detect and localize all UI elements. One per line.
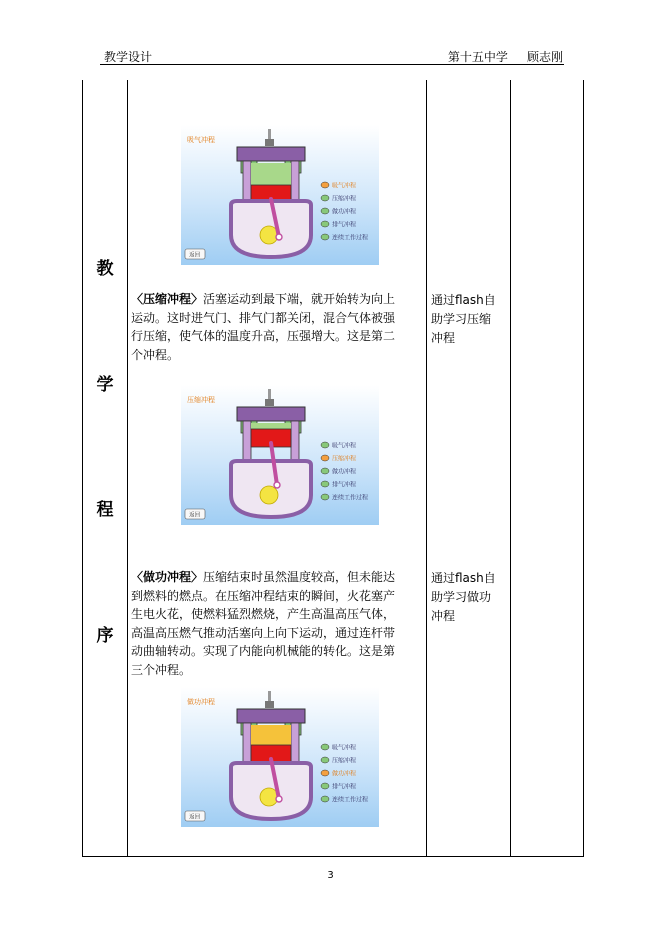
compression-stroke-figure	[181, 385, 379, 525]
menu-item-0: 吸气冲程	[332, 442, 357, 450]
crank-pin	[276, 234, 282, 240]
column-divider	[510, 80, 511, 856]
back-button-label: 返回	[189, 512, 201, 519]
menu-bullet-icon	[321, 234, 329, 240]
menu-bullet-icon	[321, 481, 329, 487]
power-line: 高温高压燃气推动活塞向上向下运动，通过连杆带	[131, 625, 396, 640]
power-stroke-text	[131, 568, 426, 679]
section-char-xu: 序	[96, 626, 114, 646]
section-char-jiao: 教	[96, 259, 114, 279]
menu-item-1: 压缩冲程	[332, 757, 357, 765]
note-line: 冲程	[431, 331, 456, 345]
cylinder-wall-right	[291, 723, 299, 763]
cylinder-wall-left	[243, 723, 251, 763]
menu-item-4: 连续工作过程	[332, 494, 369, 502]
menu-item-0: 吸气冲程	[332, 744, 357, 752]
cylinder-head	[237, 709, 305, 723]
back-button-label: 返回	[189, 252, 201, 259]
note-line: 冲程	[431, 609, 456, 623]
combustion-chamber	[251, 163, 291, 185]
column-divider	[426, 80, 427, 856]
menu-bullet-icon	[321, 195, 329, 201]
intake-stroke-figure	[181, 125, 379, 265]
menu-bullet-icon	[321, 796, 329, 802]
power-line: 到燃料的燃点。在压缩冲程结束的瞬间，火花塞产	[131, 588, 396, 603]
menu-bullet-icon	[321, 208, 329, 214]
menu-item-4: 连续工作过程	[332, 796, 369, 804]
power-line	[131, 568, 426, 587]
crank-pin	[274, 482, 280, 488]
crank-pin	[276, 796, 282, 802]
compression-line-1-rest: 活塞运动到最下端，就开始转为向上	[203, 292, 396, 306]
section-char-xue: 学	[96, 375, 114, 395]
menu-item-0: 吸气冲程	[332, 182, 357, 190]
menu-item-3: 排气冲程	[332, 783, 357, 791]
power-label: 〈做功冲程〉	[131, 570, 204, 584]
menu-bullet-icon	[321, 182, 329, 188]
combustion-chamber	[251, 423, 291, 429]
page-number: 3	[327, 870, 334, 881]
note-line: 助学习压缩	[431, 312, 492, 326]
compression-note	[431, 291, 496, 348]
compression-line	[131, 290, 426, 309]
menu-bullet-icon	[321, 221, 329, 227]
menu-item-2: 做功冲程	[332, 770, 357, 778]
menu-item-3: 排气冲程	[332, 481, 357, 489]
engine-animation	[181, 125, 379, 265]
header-rule	[100, 64, 564, 65]
crankshaft	[260, 486, 278, 504]
power-note	[431, 569, 496, 626]
header-school: 第十五中学	[447, 50, 508, 64]
cylinder-wall-left	[243, 421, 251, 461]
compression-line: 运动。这时进气门、排气门都关闭，混合气体被强	[131, 310, 396, 325]
back-button-label: 返回	[189, 814, 201, 821]
figure-title: 压缩冲程	[187, 396, 215, 404]
note-line: 助学习做功	[431, 590, 492, 604]
compression-line: 个冲程。	[131, 347, 180, 362]
compression-stroke-text	[131, 290, 426, 364]
engine-animation	[181, 385, 379, 525]
power-line: 三个冲程。	[131, 662, 192, 677]
menu-item-3: 排气冲程	[332, 221, 357, 229]
lesson-table	[82, 80, 584, 857]
note-line: 通过flash自	[431, 293, 496, 307]
spark-plug-base	[265, 701, 274, 708]
page-header	[104, 48, 563, 64]
menu-bullet-icon	[321, 744, 329, 750]
menu-bullet-icon	[321, 770, 329, 776]
power-line-1-rest: 压缩结束时虽然温度较高，但未能达	[203, 570, 396, 584]
spark-plug-base	[265, 139, 274, 146]
power-stroke-figure	[181, 687, 379, 827]
note-line: 通过flash自	[431, 571, 496, 585]
cylinder-wall-left	[243, 161, 251, 201]
menu-bullet-icon	[321, 442, 329, 448]
compression-line: 行压缩，使气体的温度升高，压强增大。这是第二	[131, 329, 396, 343]
menu-bullet-icon	[321, 757, 329, 763]
cylinder-wall-right	[291, 161, 299, 201]
menu-bullet-icon	[321, 783, 329, 789]
menu-item-4: 连续工作过程	[332, 234, 369, 242]
column-divider	[127, 80, 128, 856]
figure-title: 吸气冲程	[187, 136, 215, 144]
section-char-cheng: 程	[96, 500, 114, 520]
compression-label: 〈压缩冲程〉	[131, 292, 204, 306]
menu-item-1: 压缩冲程	[332, 195, 357, 203]
menu-item-2: 做功冲程	[332, 468, 357, 476]
menu-item-1: 压缩冲程	[332, 455, 357, 463]
header-title: 教学设计	[104, 50, 153, 64]
power-line: 生电火花，使燃料猛烈燃烧，产生高温高压气体，	[131, 607, 396, 621]
header-teacher: 顾志刚	[526, 50, 563, 64]
crankshaft	[260, 788, 278, 806]
cylinder-wall-right	[291, 421, 299, 461]
spark-plug-base	[265, 399, 274, 406]
cylinder-head	[237, 147, 305, 161]
header-school-teacher	[448, 48, 563, 65]
power-line: 动曲轴转动。实现了内能向机械能的转化。这是第	[131, 644, 396, 658]
engine-animation	[181, 687, 379, 827]
cylinder-head	[237, 407, 305, 421]
menu-bullet-icon	[321, 468, 329, 474]
menu-bullet-icon	[321, 455, 329, 461]
menu-item-2: 做功冲程	[332, 208, 357, 216]
menu-bullet-icon	[321, 494, 329, 500]
combustion-chamber	[251, 725, 291, 745]
figure-title: 做功冲程	[187, 698, 215, 706]
